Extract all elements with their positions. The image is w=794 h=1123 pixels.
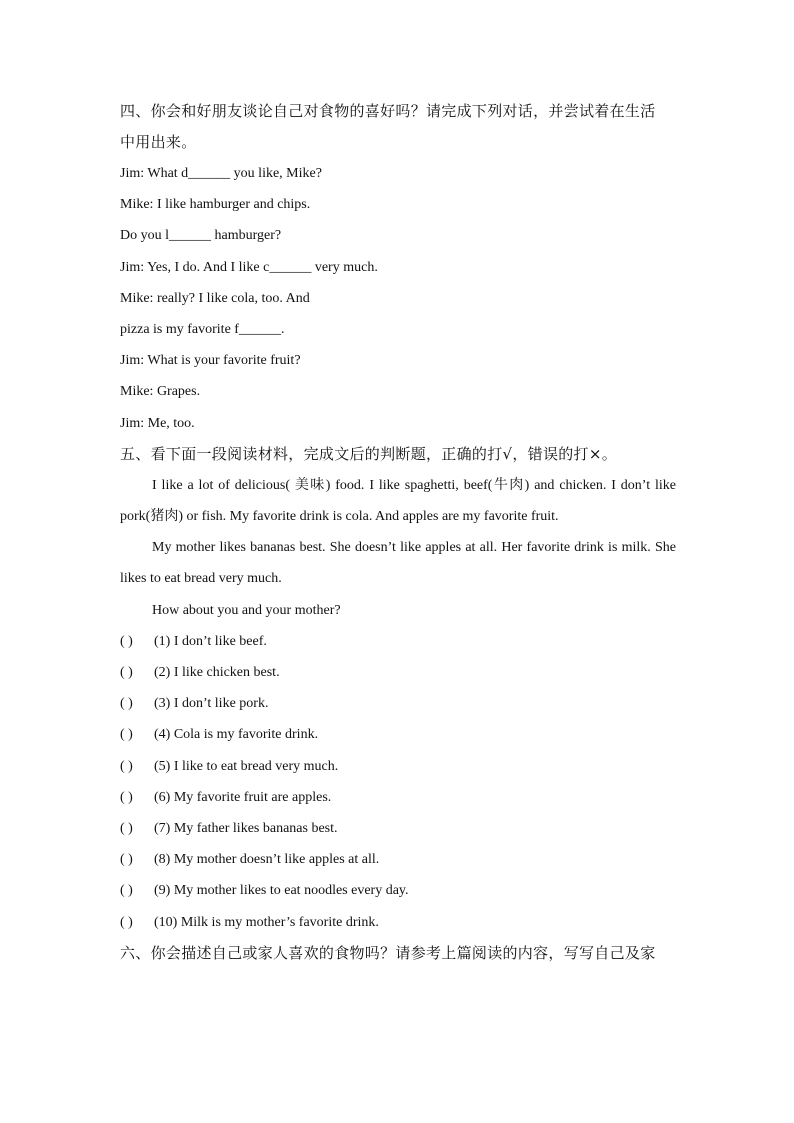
answer-blank[interactable]: ( )	[120, 665, 133, 681]
dialogue-line: pizza is my favorite f______.	[120, 322, 285, 338]
judgment-text: (9) My mother likes to eat noodles every day.	[154, 883, 409, 899]
dialogue-line: Mike: really? I like cola, too. And	[120, 290, 310, 306]
judgment-item	[120, 782, 676, 813]
section4-heading-line1: 四、你会和好朋友谈论自己对食物的喜好吗？请完成下列对话，并尝试着在生活	[120, 102, 656, 120]
answer-blank[interactable]: ( )	[120, 789, 133, 805]
worksheet-page	[120, 96, 676, 969]
judgment-list	[120, 626, 676, 938]
judgment-text: (6) My favorite fruit are apples.	[154, 789, 332, 805]
answer-blank[interactable]: ( )	[120, 821, 133, 837]
judgment-text: (5) I like to eat bread very much.	[154, 758, 339, 774]
judgment-item	[120, 657, 676, 688]
dialogue-line: Jim: Yes, I do. And I like c______ very much.	[120, 259, 378, 275]
judgment-item	[120, 907, 676, 938]
judgment-text: (2) I like chicken best.	[154, 665, 280, 681]
section6-heading: 六、你会描述自己或家人喜欢的食物吗？请参考上篇阅读的内容，写写自己及家	[120, 943, 656, 962]
section4-heading-line2: 中用出来。	[120, 133, 197, 151]
dialogue-line: Jim: Me, too.	[120, 415, 195, 431]
answer-blank[interactable]: ( )	[120, 883, 133, 899]
reading-paragraph-1: I like a lot of delicious( 美味) food. I like spaghetti, beef(牛肉) and chicken. I don’t like pork(猪肉) or fish. My favorite drink is cola. And apples are my favorite fruit.	[120, 477, 676, 525]
reading-paragraph-3: How about you and your mother?	[152, 602, 341, 618]
judgment-item	[120, 751, 676, 782]
answer-blank[interactable]: ( )	[120, 852, 133, 868]
answer-blank[interactable]: ( )	[120, 914, 133, 930]
judgment-text: (8) My mother doesn’t like apples at all.	[154, 852, 380, 868]
judgment-item	[120, 844, 676, 875]
dialogue	[120, 158, 676, 439]
dialogue-line: Jim: What d______ you like, Mike?	[120, 166, 322, 181]
reading-paragraph-2: My mother likes bananas best. She doesn’t like apples at all. Her favorite drink is milk. She likes to eat bread very much.	[120, 540, 676, 587]
judgment-item	[120, 719, 676, 750]
answer-blank[interactable]: ( )	[120, 758, 133, 774]
dialogue-line: Jim: What is your favorite fruit?	[120, 353, 301, 369]
judgment-text: (1) I don’t like beef.	[154, 633, 267, 649]
answer-blank[interactable]: ( )	[120, 727, 133, 743]
answer-blank[interactable]: ( )	[120, 633, 133, 649]
judgment-text: (3) I don’t like pork.	[154, 696, 269, 712]
judgment-item	[120, 813, 676, 844]
judgment-text: (10) Milk is my mother’s favorite drink.	[154, 914, 379, 930]
judgment-text: (7) My father likes bananas best.	[154, 821, 338, 837]
answer-blank[interactable]: ( )	[120, 696, 133, 712]
dialogue-line: Mike: I like hamburger and chips.	[120, 197, 311, 213]
section5-heading: 五、看下面一段阅读材料，完成文后的判断题，正确的打√，错误的打×。	[120, 444, 618, 463]
judgment-item	[120, 688, 676, 719]
judgment-item	[120, 626, 676, 657]
judgment-item	[120, 875, 676, 906]
dialogue-line: Mike: Grapes.	[120, 384, 201, 400]
judgment-text: (4) Cola is my favorite drink.	[154, 727, 319, 743]
dialogue-line: Do you l______ hamburger?	[120, 228, 282, 244]
